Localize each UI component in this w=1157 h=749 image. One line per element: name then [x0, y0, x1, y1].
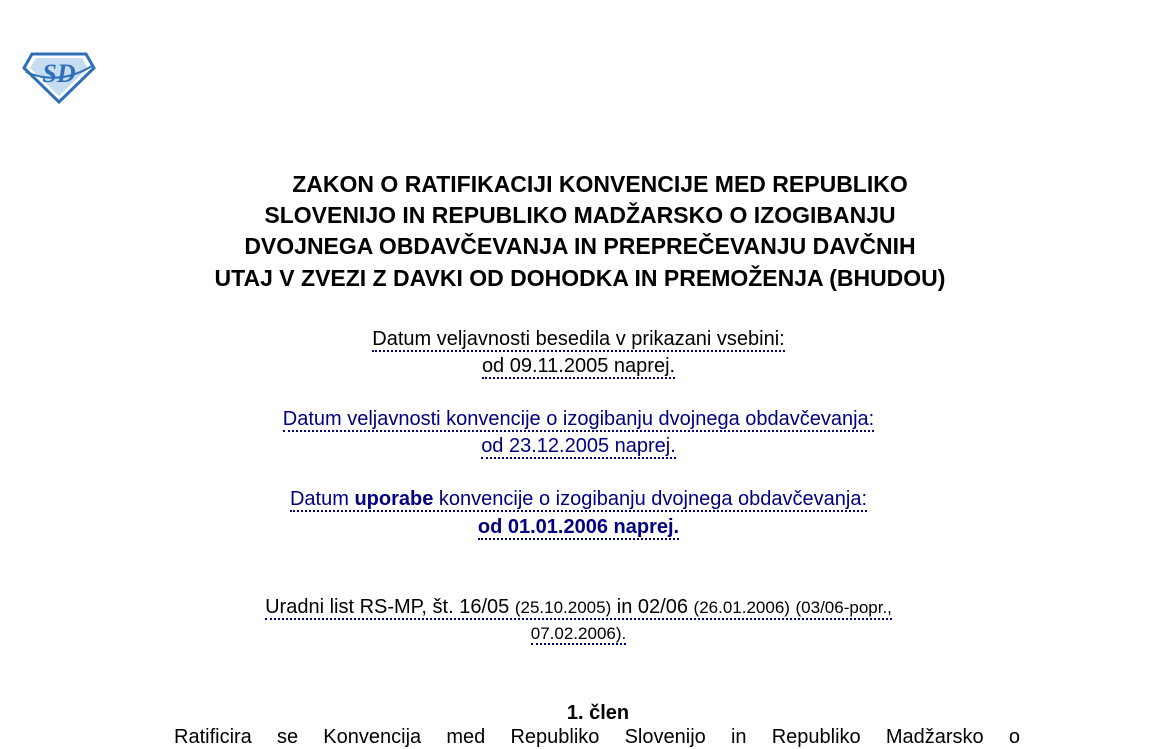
- title-line: DVOJNEGA OBDAVČEVANJA IN PREPREČEVANJU DAVČNIH: [244, 233, 916, 259]
- gazette-date2: (26.01.2006): [693, 598, 790, 617]
- validity-convention-value-line: [0, 433, 1157, 459]
- validity-text-value-line: [0, 353, 1157, 379]
- usage-convention-label-line: [0, 486, 1157, 512]
- sd-diamond-logo-icon: [22, 48, 96, 104]
- usage-convention-value-link[interactable]: od 01.01.2006 naprej.: [477, 516, 680, 538]
- gazette-line-2: [0, 621, 1157, 647]
- usage-label-post: konvencije o izogibanju dvojnega obdavčevanja:: [438, 488, 868, 510]
- gazette-part2: in 02/06: [616, 596, 688, 618]
- gazette-correction: (03/06-popr.,: [795, 598, 892, 617]
- gazette-part1: Uradni list RS-MP, št. 16/05: [265, 596, 510, 618]
- gazette-link[interactable]: [265, 596, 892, 620]
- gazette-line: [0, 594, 1157, 621]
- usage-label-pre: Datum: [289, 488, 349, 510]
- validity-convention-label-link[interactable]: Datum veljavnosti konvencije o izogibanju dvojnega obdavčevanja:: [282, 408, 875, 430]
- usage-convention-value-line: [0, 514, 1157, 540]
- gazette-date1: (25.10.2005): [514, 598, 612, 617]
- gazette-correction-end-link[interactable]: 07.02.2006).: [530, 624, 627, 643]
- validity-text-label-line: [0, 326, 1157, 352]
- validity-text-value-link[interactable]: od 09.11.2005 naprej.: [481, 355, 676, 377]
- title-line: SLOVENIJO IN REPUBLIKO MADŽARSKO O IZOGIBANJU: [264, 202, 896, 228]
- svg-text:SD: SD: [42, 59, 76, 88]
- validity-convention-label-line: [0, 406, 1157, 432]
- usage-label-bold: uporabe: [354, 488, 434, 510]
- validity-text-label-link[interactable]: Datum veljavnosti besedila v prikazani vsebini:: [372, 328, 785, 350]
- title-line: UTAJ V ZVEZI Z DAVKI OD DOHODKA IN PREMOŽENJA (BHUDOU): [214, 265, 946, 291]
- usage-convention-label-link[interactable]: [290, 488, 867, 512]
- title-line: ZAKON O RATIFIKACIJI KONVENCIJE MED REPUBLIKO: [292, 171, 908, 197]
- article-text: Ratificira se Konvencija med Republiko Slovenijo in Republiko Madžarsko o: [174, 726, 1020, 748]
- validity-convention-value-link[interactable]: od 23.12.2005 naprej.: [481, 435, 676, 457]
- article-heading: 1. člen: [566, 702, 630, 724]
